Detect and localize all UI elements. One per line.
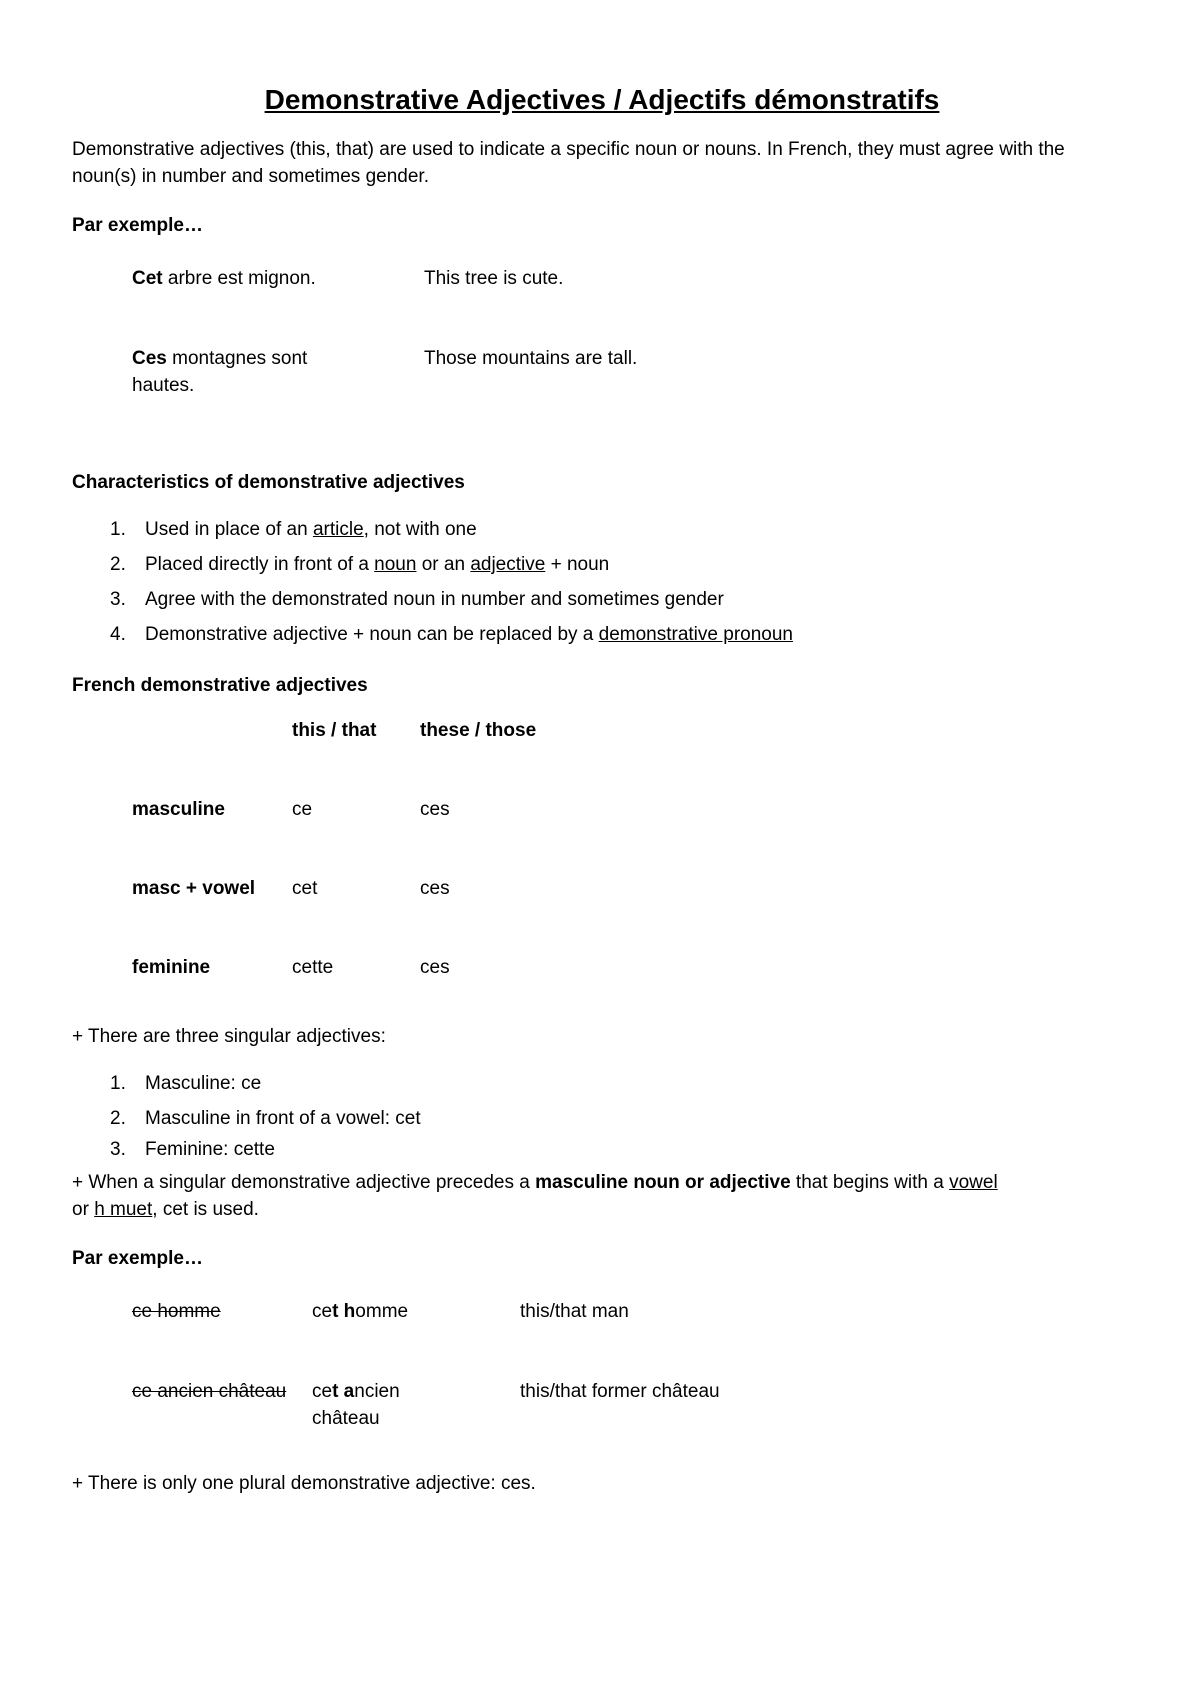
examples-table-2 [132, 1298, 720, 1432]
item-text: , not with one [363, 519, 477, 540]
characteristics-list [72, 512, 1132, 652]
singular-cell: ce [292, 799, 313, 820]
page-title: Demonstrative Adjectives / Adjectifs démonstratifs [264, 84, 940, 115]
correct-form [312, 1378, 520, 1432]
table-row [132, 954, 536, 997]
bold-letters: t a [332, 1381, 355, 1402]
underlined-term: vowel [949, 1172, 998, 1193]
document-page [72, 80, 1132, 1497]
item-text: Masculine: ce [145, 1073, 262, 1094]
singular-cell: cet [292, 878, 318, 899]
list-item [72, 1136, 1132, 1163]
english-translation: this/that former château [520, 1381, 720, 1402]
list-item [72, 582, 1132, 617]
form-text: ncien château [312, 1381, 400, 1429]
plural-cell: ces [420, 878, 450, 899]
table-row [132, 1378, 720, 1432]
singular-cell: cette [292, 957, 334, 978]
form-text: ce [312, 1381, 333, 1402]
english-translation: This tree is cute. [424, 268, 564, 289]
list-item [72, 547, 1132, 582]
row-label: masc + vowel [132, 878, 256, 899]
list-number: 1. [110, 1073, 126, 1094]
english-translation: Those mountains are tall. [424, 348, 638, 369]
item-text: Used in place of an [145, 519, 313, 540]
underlined-term: demonstrative pronoun [598, 624, 793, 645]
item-text: Masculine in front of a vowel: cet [145, 1108, 421, 1129]
note-text: + When a singular demonstrative adjective precedes a [72, 1172, 536, 1193]
table-row [132, 1298, 720, 1378]
list-item [72, 1101, 1132, 1136]
examples-table-1 [132, 265, 637, 399]
adjectives-table [132, 717, 536, 997]
form-text: ce [312, 1301, 333, 1322]
list-number: 1. [110, 519, 126, 540]
note-text: that begins with a [790, 1172, 950, 1193]
plural-cell: ces [420, 799, 450, 820]
demonstrative-word: Ces [132, 348, 167, 369]
french-adjectives-heading: French demonstrative adjectives [72, 675, 368, 696]
list-number: 3. [110, 1139, 126, 1160]
table-header-row [132, 717, 536, 796]
cet-note [72, 1169, 1012, 1223]
list-number: 2. [110, 1108, 126, 1129]
item-text: Feminine: cette [145, 1139, 275, 1160]
list-item [72, 617, 1132, 652]
item-text: Placed directly in front of a [145, 554, 375, 575]
column-header: this / that [292, 720, 377, 741]
english-translation: this/that man [520, 1301, 629, 1322]
example-text: arbre est mignon. [162, 268, 316, 289]
table-row [132, 875, 536, 954]
item-text: or an [416, 554, 471, 575]
bold-term: masculine noun or adjective [535, 1172, 791, 1193]
item-text: Agree with the demonstrated noun in number and sometimes gender [145, 589, 724, 610]
item-text: Demonstrative adjective + noun can be replaced by a [145, 624, 599, 645]
table-row [132, 265, 637, 345]
list-item [72, 512, 1132, 547]
french-example [132, 345, 424, 399]
characteristics-heading: Characteristics of demonstrative adjectives [72, 472, 465, 493]
demonstrative-word: Cet [132, 268, 163, 289]
underlined-term: article [312, 519, 364, 540]
incorrect-form: ce homme [132, 1301, 221, 1322]
list-number: 4. [110, 624, 126, 645]
empty-cell [132, 717, 292, 796]
underlined-term: h muet [94, 1199, 153, 1220]
bold-letters: t h [332, 1301, 356, 1322]
plural-cell: ces [420, 957, 450, 978]
note-text: , cet is used. [152, 1199, 259, 1220]
correct-form [312, 1298, 520, 1378]
example-text: montagnes sont hautes. [132, 348, 308, 396]
table-row [132, 345, 637, 399]
table-row [132, 796, 536, 875]
singular-note: + There are three singular adjectives: [72, 1026, 386, 1047]
item-text: + noun [545, 554, 610, 575]
incorrect-form: ce ancien château [132, 1381, 287, 1402]
par-exemple-heading-1: Par exemple… [72, 215, 203, 236]
row-label: masculine [132, 799, 225, 820]
list-number: 2. [110, 554, 126, 575]
par-exemple-heading-2: Par exemple… [72, 1248, 203, 1269]
note-text: or [72, 1199, 95, 1220]
plural-note: + There is only one plural demonstrative adjective: ces. [72, 1473, 536, 1494]
underlined-term: adjective [470, 554, 546, 575]
underlined-term: noun [374, 554, 417, 575]
singular-list [72, 1066, 1132, 1163]
column-header: these / those [420, 720, 537, 741]
list-number: 3. [110, 589, 126, 610]
row-label: feminine [132, 957, 211, 978]
french-example [132, 265, 424, 345]
form-text: omme [355, 1301, 409, 1322]
intro-paragraph: Demonstrative adjectives (this, that) are used to indicate a specific noun or nouns. In French, they must agree with the noun(s) in number and sometimes gender. [72, 139, 1065, 187]
list-item [72, 1066, 1132, 1101]
